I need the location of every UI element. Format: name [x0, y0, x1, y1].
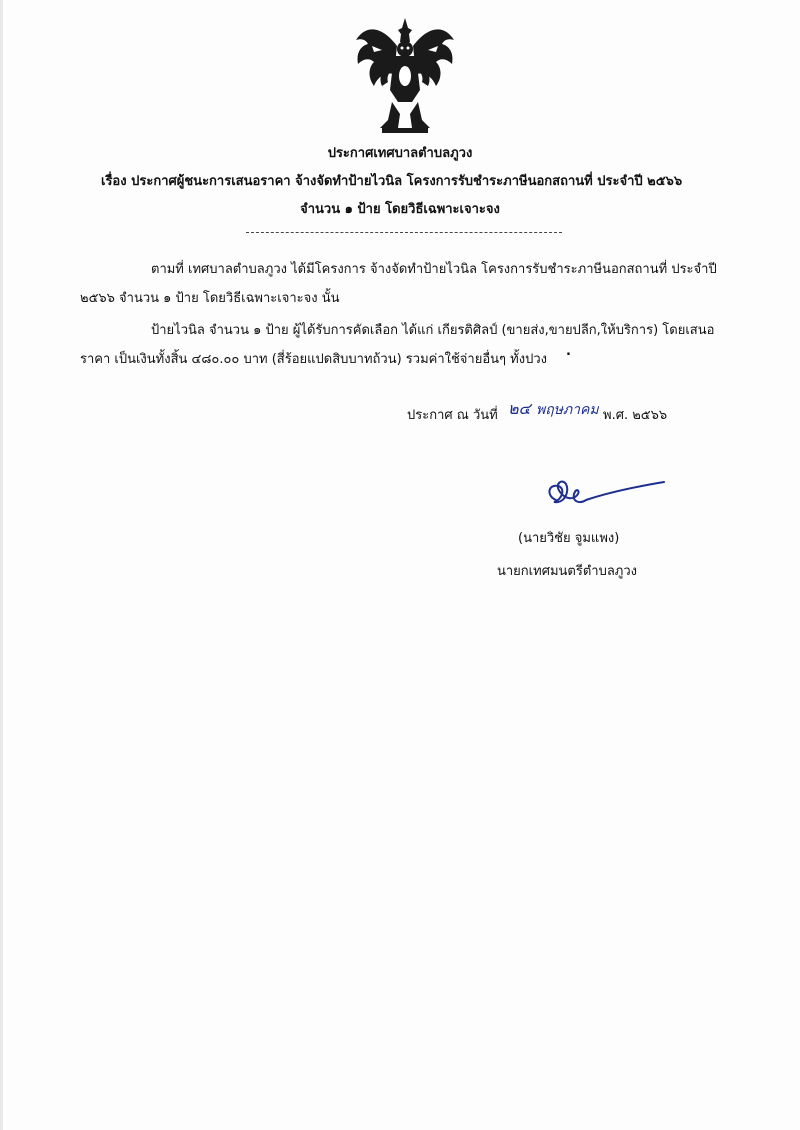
paragraph-2-line-2: ราคา เป็นเงินทั้งสิ้น ๔๘๐.๐๐ บาท (สี่ร้อยแปดสิบบาทถ้วน) รวมค่าใช้จ่ายอื่นๆ ทั้งปวง: [80, 352, 547, 367]
subject-line-2: จำนวน ๑ ป้าย โดยวิธีเฉพาะเจาะจง: [300, 202, 500, 217]
signatory-name: (นายวิชัย จูมแพง): [518, 531, 620, 546]
announce-day-handwritten: ๒๔: [508, 399, 531, 418]
scan-edge: [0, 0, 3, 1130]
separator-line: [246, 232, 562, 233]
org-title: ประกาศเทศบาลตำบลภูวง: [327, 146, 473, 161]
signatory-position: นายกเทศมนตรีตำบลภูวง: [497, 564, 637, 579]
signature-image: [540, 474, 670, 514]
subject-line: เรื่อง ประกาศผู้ชนะการเสนอราคา จ้างจัดทำป้ายไวนิล โครงการรับชำระภาษีนอกสถานที่ ประจำปี ๒๕๖๖: [101, 174, 683, 189]
announce-month-handwritten: พฤษภาคม: [536, 402, 599, 418]
announce-prefix: ประกาศ ณ วันที่: [407, 408, 498, 423]
paragraph-2-line-1: ป้ายไวนิล จำนวน ๑ ป้าย ผู้ได้รับการคัดเลือก ได้แก่ เกียรติศิลป์ (ขายส่ง,ขายปลีก,ให้บริการ) โดยเสนอ: [151, 323, 715, 338]
garuda-seal-icon: [352, 16, 458, 134]
paragraph-1-line-2: ๒๕๖๖ จำนวน ๑ ป้าย โดยวิธีเฉพาะเจาะจง นั้น: [80, 291, 340, 306]
end-mark: .: [566, 344, 571, 359]
paragraph-1-line-1: ตามที่ เทศบาลตำบลภูวง ได้มีโครงการ จ้างจัดทำป้ายไวนิล โครงการรับชำระภาษีนอกสถานที่ ประจำปี: [151, 262, 717, 277]
announce-year: พ.ศ. ๒๕๖๖: [603, 408, 668, 423]
